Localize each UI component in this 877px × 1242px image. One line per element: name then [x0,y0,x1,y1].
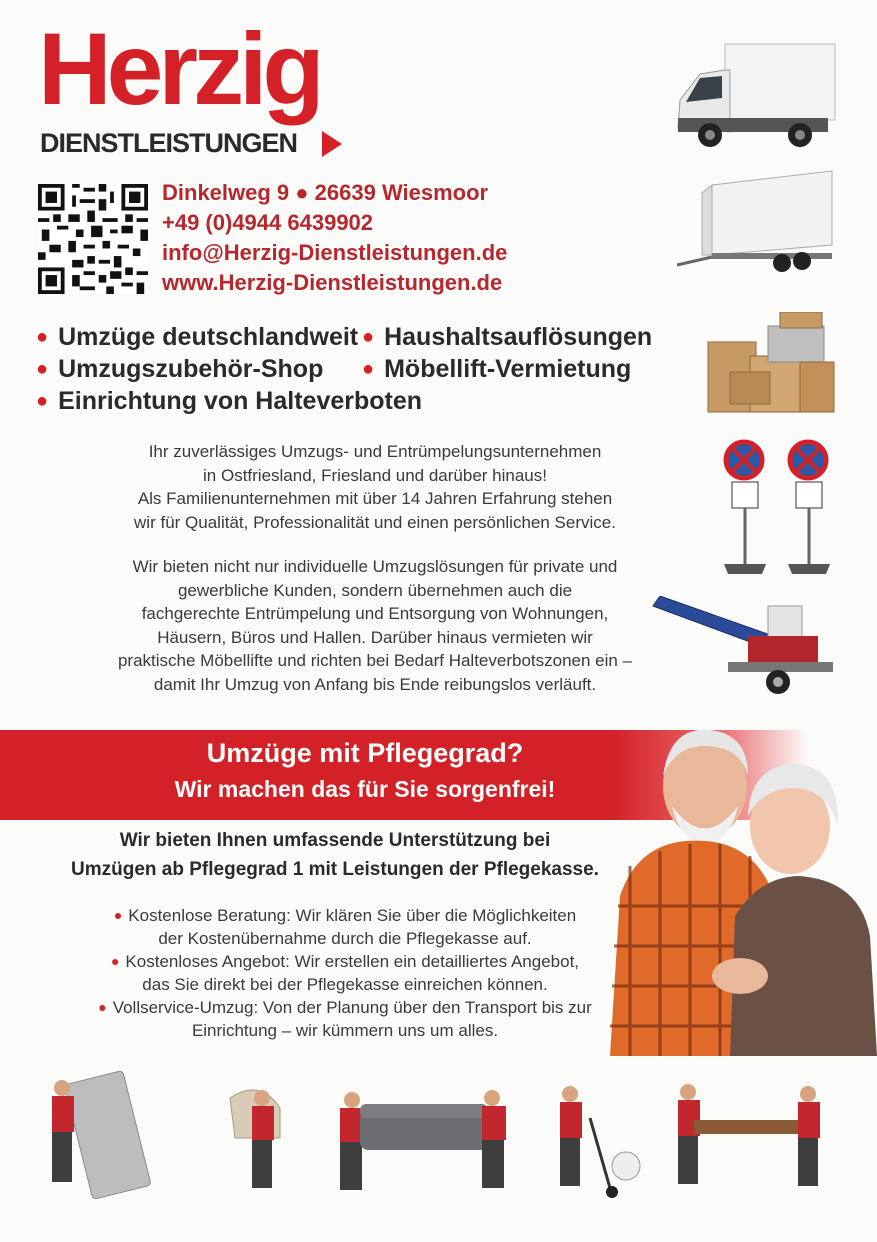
bullet-icon: ● [362,326,375,348]
email-link[interactable]: info@Herzig-Dienstleistungen.de [162,240,508,265]
list-item: ● Kostenloses Angebot: Wir erstellen ein detailliertes Angebot, [110,952,580,971]
bullet-icon: ● [36,390,49,412]
qr-code[interactable] [38,184,148,294]
service-item: ● Umzugszubehör-Shop [36,355,324,383]
brand-subtitle: DIENSTLEISTUNGEN [40,128,298,158]
furniture-lift-image [648,596,843,706]
mover-carrying-fridge [52,1071,151,1200]
movers-illustration-strip [30,1068,850,1208]
intro-paragraph-1: Ihr zuverlässiges Umzugs- und Entrümpelungsunternehmen in Ostfriesland, Friesland und darüber hinaus! Als Familienunternehmen mit über 14 Jahren Erfahrung stehen wir für Qualität, Professionalität und einen persönlichen Service. [134,442,616,532]
service-item: ● Haushaltsauflösungen [362,323,653,351]
service-item: ● Möbellift-Vermietung [362,355,632,383]
bullet-icon: ● [110,953,120,969]
list-item: ● Vollservice-Umzug: Von der Planung über den Transport bis zur [98,998,592,1017]
care-list: ● Kostenlose Beratung: Wir klären Sie über die Möglichkeiten der Kostenübernahme durch die Pflegekasse auf. ● Kostenloses Angebot: Wir erstellen ein detailliertes Angebot, das Sie direkt bei der Pflegekasse einreichen können. ● Vollservice-Umzug: Von der Planung über den Transport bis zur Einrichtung – wir kümmern uns um alles. [20,904,670,1042]
banner-subtitle: Wir machen das für Sie sorgenfrei! [174,776,556,802]
service-item: ● Einrichtung von Halteverboten [36,387,423,415]
address: Dinkelweg 9 ● 26639 Wiesmoor [162,180,489,205]
bullet-icon: ● [113,907,123,923]
bullet-icon: ● [36,358,49,380]
contact-block [162,178,507,298]
brand-logo: Herzig [38,12,320,126]
website-link[interactable]: www.Herzig-Dienstleistungen.de [162,270,503,295]
trailer-image [672,165,842,280]
moving-boxes-image [700,312,840,417]
banner-title: Umzüge mit Pflegegrad? [206,738,524,768]
bullet-icon: ● [98,999,107,1015]
bullet-icon: ● [362,358,375,380]
list-item: ● Kostenlose Beratung: Wir klären Sie über die Möglichkeiten [113,906,577,925]
care-heading: Wir bieten Ihnen umfassende Unterstützung bei Umzügen ab Pflegegrad 1 mit Leistungen der Pflegekasse. [71,830,599,880]
bullet-icon: ● [36,326,49,348]
phone-link[interactable]: +49 (0)4944 6439902 [162,210,374,235]
moving-van-image [670,40,840,150]
no-parking-signs-image [712,438,842,578]
intro-paragraph-2: Wir bieten nicht nur individuelle Umzugslösungen für private und gewerbliche Kunden, sondern übernehmen auch die fachgerechte Entrümpelung und Entsorgung von Wohnungen, Häusern, Büros und Hallen. Darüber hinaus vermieten wir praktische Möbellifte und richten bei Bedarf Halteverbotszonen ein – damit Ihr Umzug von Anfang bis Ende reibungslos verläuft. [117,557,633,694]
logo-arrow-icon [322,131,342,157]
service-item: ● Umzüge deutschlandweit [36,323,359,351]
